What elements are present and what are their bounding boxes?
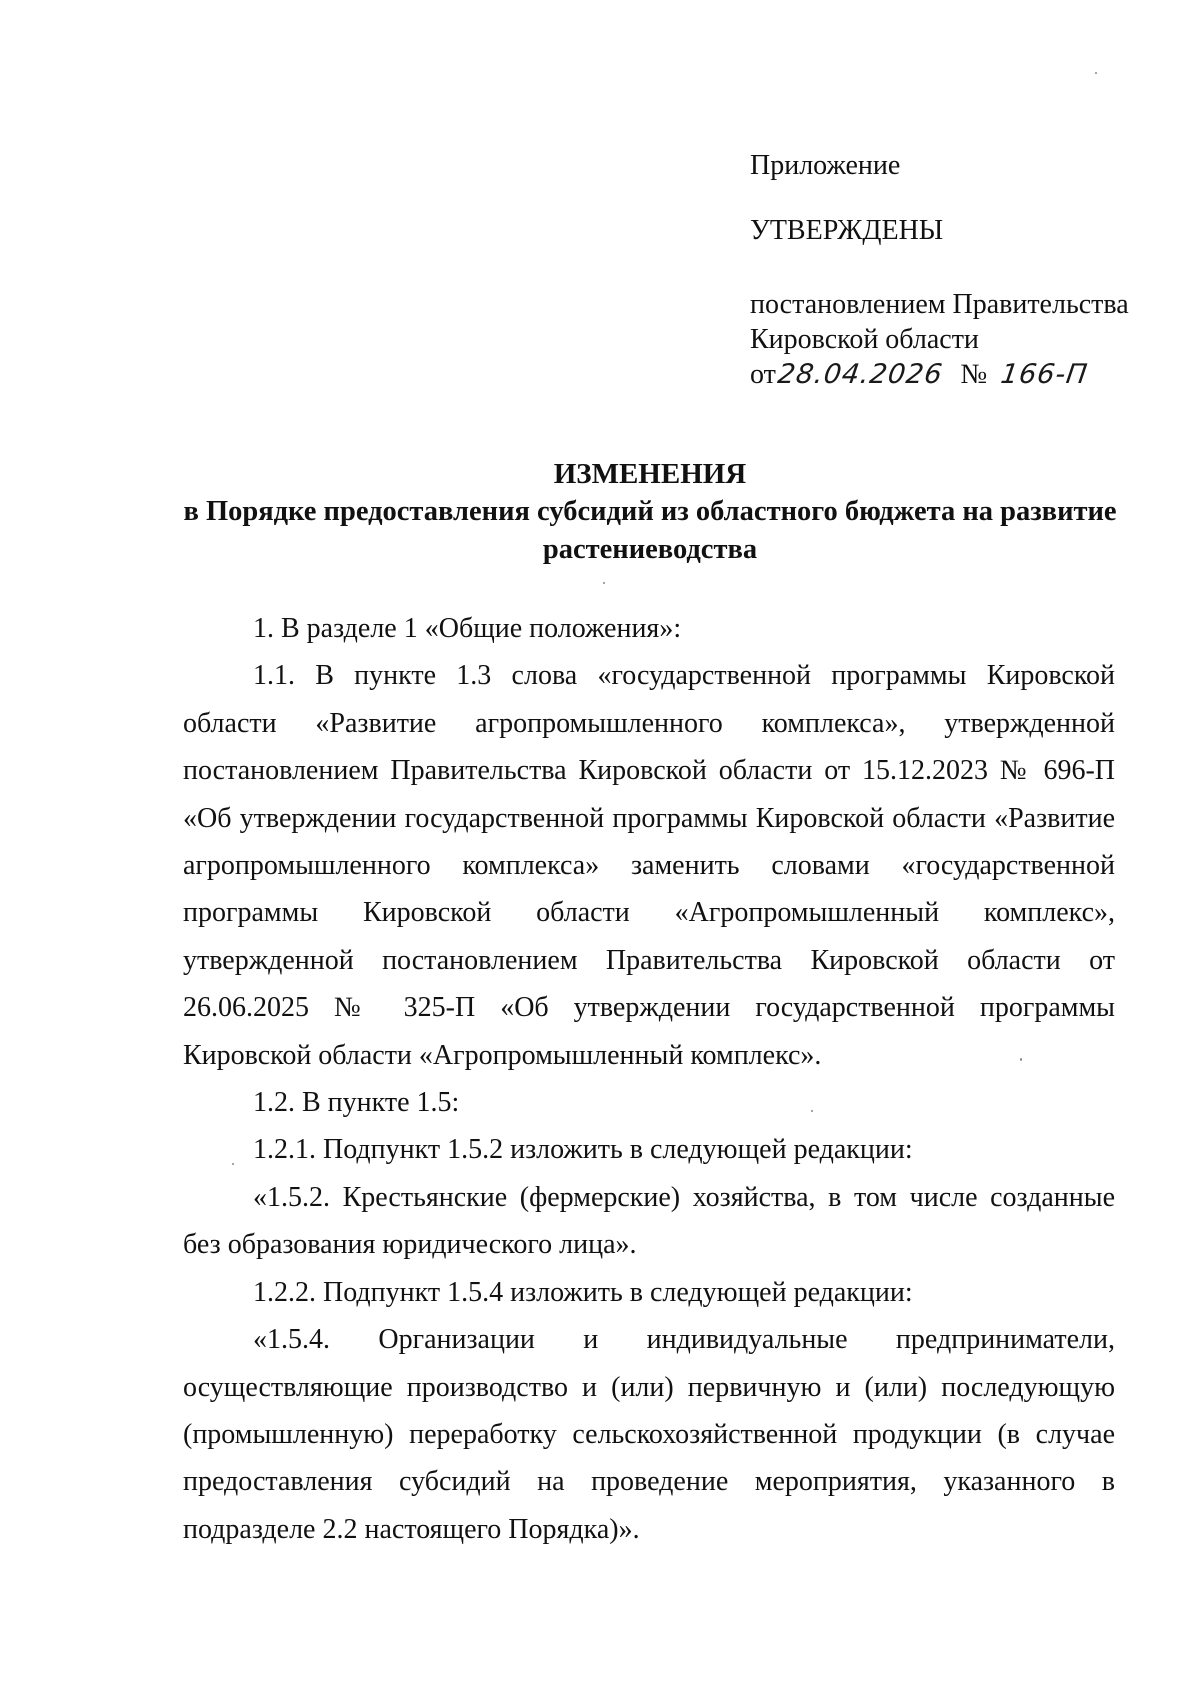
paragraph: 1. В разделе 1 «Общие положения»: bbox=[253, 613, 682, 644]
number-label: № bbox=[960, 359, 988, 390]
title-main: ИЗМЕНЕНИЯ bbox=[553, 458, 747, 490]
title-subject-line: в Порядке предоставления субсидий из областного бюджета на развитие bbox=[183, 496, 1117, 527]
handwritten-number: 166-П bbox=[999, 359, 1090, 390]
title-subject-line-end: растениеводства bbox=[542, 534, 758, 565]
appendix-label: Приложение bbox=[750, 150, 901, 181]
paragraph: 1.2.2. Подпункт 1.5.4 изложить в следующей редакции: bbox=[253, 1276, 913, 1308]
scan-speck bbox=[603, 582, 605, 584]
paragraph: 1.1. В пункте 1.3 слова «государственной программы Кировской области «Развитие агропромышленного комплекса», утвержденной постановлением Правительства Кировской области от 15.12.2023 № 696-П «Об утверждении государственной программы Кировской области «Развитие агропромышленного комплекса» заменить словами «государственной программы Кировской области «Агропромышленный комплекс», утвержденной постановлением Правительства Кировской области от 26.06.2025 № 325-П «Об утверждении государственной программы Кировской области «Агропромышленный комплекс». bbox=[183, 660, 1115, 1071]
approval-region-line: Кировской области bbox=[750, 324, 979, 355]
paragraph: 1.2. В пункте 1.5: bbox=[253, 1087, 460, 1119]
approval-date-number-row bbox=[750, 357, 1170, 393]
paragraph: «1.5.2. Крестьянские (фермерские) хозяйства, в том числе созданные без образования юридического лица». bbox=[183, 1181, 1115, 1261]
approved-label: УТВЕРЖДЕНЫ bbox=[750, 215, 944, 246]
document-title bbox=[150, 455, 1150, 569]
scan-speck bbox=[232, 1163, 234, 1165]
scan-speck bbox=[811, 1110, 813, 1112]
scan-speck bbox=[1095, 72, 1097, 74]
handwritten-date: 28.04.2026 bbox=[775, 359, 945, 390]
approval-authority-line: постановлением Правительства bbox=[750, 289, 1129, 320]
scan-speck bbox=[1020, 1058, 1022, 1061]
approval-block bbox=[750, 148, 1170, 393]
from-label: от bbox=[750, 359, 776, 390]
document-body bbox=[183, 605, 1115, 1553]
paragraph: «1.5.4. Организации и индивидуальные предприниматели, осуществляющие производство и (или) первичную и (или) последующую (промышленную) переработку сельскохозяйственной продукции (в случае предоставления субсидий на проведение мероприятия, указанного в подразделе 2.2 настоящего Порядка)». bbox=[183, 1324, 1115, 1545]
paragraph: 1.2.1. Подпункт 1.5.2 изложить в следующей редакции: bbox=[253, 1134, 913, 1166]
